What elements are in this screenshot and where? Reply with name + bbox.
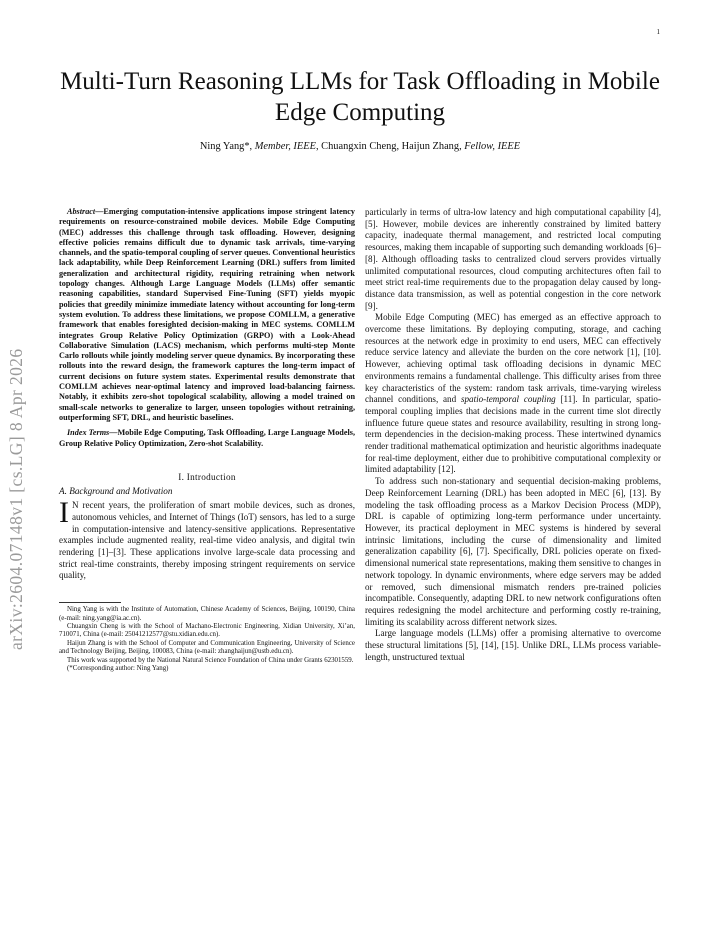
drop-cap: I xyxy=(59,496,69,530)
body-paragraph xyxy=(365,312,661,476)
emphasis-text: spatio-temporal coupling xyxy=(460,394,556,405)
section-heading: I. Introduction xyxy=(178,471,236,482)
footnote: Haijun Zhang is with the School of Computer and Communication Engineering, University of Science and Technology Beijing, Beijing, 100083, China (e-mail: zhanghaijun@ustb.edu.cn). xyxy=(59,639,355,656)
index-terms-text: —Mobile Edge Computing, Task Offloading, Large Language Models, Group Relative Policy Optimization, Zero-shot Scalability. xyxy=(59,428,356,448)
footnote: This work was supported by the National Natural Science Foundation of China under Grants 62301559. xyxy=(67,656,354,664)
footnote: Chuangxin Cheng is with the School of Machano-Electronic Engineering, Xidian University, Xi’an, 710071, China (e-mail: 25041212577@stu.xidian.edu.cn). xyxy=(59,622,355,639)
author-2-3: , Chuangxin Cheng, Haijun Zhang, xyxy=(315,141,465,152)
author-1: Ning Yang*, xyxy=(199,141,255,152)
subsection-heading: A. Background and Motivation xyxy=(59,485,173,496)
abstract-text: —Emerging computation-intensive applications impose stringent latency requirements on resource-constrained mobile devices. Mobile Edge Computing (MEC) addresses this challenge through task offloading. However, designing effective policies remains difficult due to dynamic task arrivals, time-varying channels, and the spatio-temporal coupling of server queues. Conventional heuristics lack adaptability, while Deep Reinforcement Learning (DRL) suffers from limited generalization and architectural rigidity, requiring retraining when network topology changes. Although Large Language Models (LLMs) offer semantic reasoning capabilities, standard Supervised Fine-Tuning (SFT) yields myopic policies that greedily minimize immediate latency without accounting for long-term system evolution. To address these limitations, we propose COMLLM, a generative framework that enables foresighted decision-making in MEC systems. COMLLM integrates Group Relative Policy Optimization (GRPO) with a Look-Ahead Collaborative Simulation (LACS) mechanism, which performs multi-step Monte Carlo rollouts while jointly modeling server queue dynamics. By incorporating these rollouts into the reward design, the framework captures the long-term impact of current decisions on future system states. Experimental results demonstrate that COMLLM achieves near-optimal latency and improved load-balancing fairness. Notably, it exhibits zero-shot topological scalability, allowing a model trained on small-scale networks to generalize to larger, unseen topologies without retraining, outperforming SFT, DRL, and heuristic baselines. xyxy=(59,207,355,422)
footnote-rule xyxy=(59,602,121,603)
arxiv-stamp: arXiv:2604.07148v1 [cs.LG] 8 Apr 2026 xyxy=(6,348,26,650)
index-terms xyxy=(59,428,355,449)
body-paragraph: particularly in terms of ultra-low latency and high computational capability [4], [5]. However, mobile devices are inherently constrained by limited battery capacity, inadequate thermal management, and restricted local computing resources, making them incapable of supporting such demanding workloads [6]–[8]. Although offloading tasks to centralized cloud servers provides virtually unlimited computational resources, cloud computing architectures often fail to meet strict real-time requirements due to the propagation delay caused by long-distance data transmission, as well as potential congestion in the core network [9]. xyxy=(365,207,661,311)
author-1-role: Member, IEEE xyxy=(254,141,316,152)
abstract-label: Abstract xyxy=(67,207,96,216)
paper-title: Multi-Turn Reasoning LLMs for Task Offloading in Mobile Edge Computing xyxy=(60,68,660,126)
intro-paragraph xyxy=(59,496,355,582)
body-text: [11]. In particular, spatio-temporal coupling implies that decisions made in the current time slot directly influence future queue states and resource availability, resulting in strong long-term dependencies in the decision-making process. These intertwined dynamics render traditional mathematical optimization and heuristic algorithms inadequate for real-time deployment, either due to prohibitive computational complexity or limited adaptability [12]. xyxy=(365,394,661,475)
page-number: 1 xyxy=(656,28,660,36)
body-paragraph: To address such non-stationary and sequential decision-making problems, Deep Reinforcement Learning (DRL) has been adopted in MEC [6], [13]. By modeling the task offloading process as a Markov Decision Process (MDP), DRL is capable of optimizing long-term performance under uncertainty. However, its practical deployment in MEC systems is hindered by several intrinsic limitations, including the curse of dimensionality and limited generalization capability [6], [7]. Specifically, DRL policies operate on fixed-dimensional numerical state representations, making them sensitive to changes in network topology. In dynamic environments, where edge servers may be added or removed, such dimensional mismatch renders pre-trained policies incompatible. Consequently, adapting DRL to new network configurations often requires redesigning the model architecture and performing costly re-training, limiting its scalability across different network sizes. xyxy=(365,476,661,627)
abstract xyxy=(59,207,355,423)
intro-text: N recent years, the proliferation of smart mobile devices, such as drones, autonomous vehicles, and Internet of Things (IoT) sensors, has led to a surge in computation-intensive and latency-sensitive applications. Representative examples include augmented reality, real-time video analysis, and digital twin rendering [1]–[3]. These applications involve large-scale data processing and strict real-time constraints, thereby imposing stringent requirements on service quality, xyxy=(59,500,355,581)
footnote: Ning Yang is with the Institute of Automation, Chinese Academy of Sciences, Beijing, 100190, China (e-mail: ning.yang@ia.ac.cn). xyxy=(59,606,355,622)
left-column xyxy=(59,207,355,673)
author-line xyxy=(40,141,680,152)
body-paragraph: Large language models (LLMs) offer a promising alternative to overcome these structural limitations [5], [14], [15]. Unlike DRL, LLMs process variable-length, unstructured textual xyxy=(365,628,661,662)
body-text: Mobile Edge Computing (MEC) has emerged as an effective approach to overcome these limitations. By deploying computing, storage, and caching resources at the network edge in proximity to end users, MEC can effectively reduce service latency and alleviate the burden on the core network [1], [10]. However, achieving optimal task offloading decisions in dynamic MEC environments remains a fundamental challenge. This difficulty arises from three key characteristics of the system: random task arrivals, time-varying wireless channel conditions, and xyxy=(365,312,661,405)
index-terms-label: Index Terms xyxy=(67,428,110,438)
right-column xyxy=(365,207,661,663)
author-3-role: Fellow, IEEE xyxy=(464,141,521,152)
footnote: (*Corresponding author: Ning Yang) xyxy=(67,665,169,672)
